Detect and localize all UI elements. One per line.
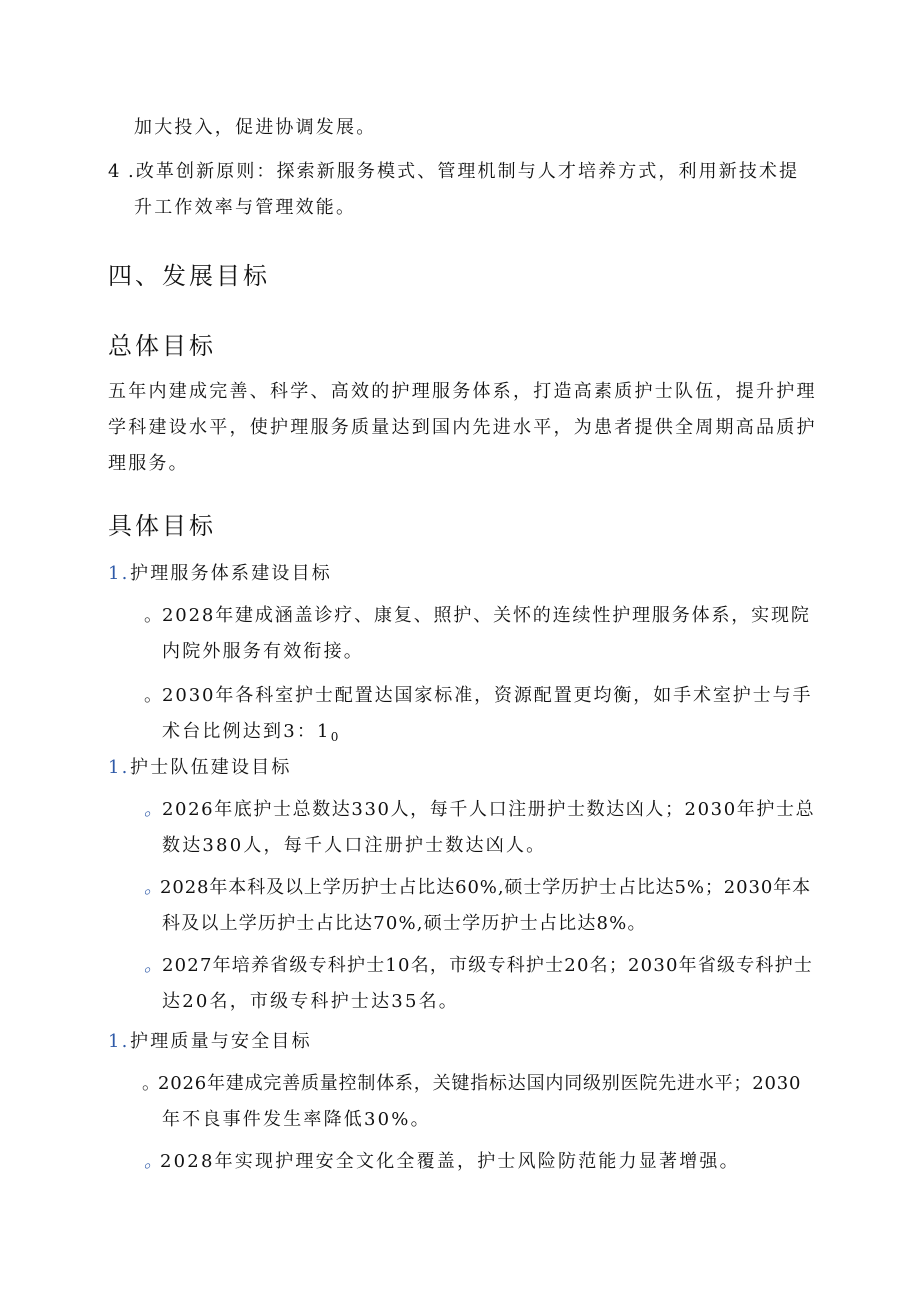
group-1-item-2-line2-text: 术台比例达到3：1 [162,721,331,742]
group-1-title: 护理服务体系建设目标 [130,563,332,584]
group-3-item-1-bullet: 。 [142,1073,163,1094]
group-2-item-2-line2: 科及以上学历护士占比达70%,硕士学历护士占比达8%。 [162,913,647,934]
specific-goals-heading: 具体目标 [108,512,216,540]
group-1-item-2-line1: 2030年各科室护士配置达国家标准，资源配置更均衡，如手术室护士与手 [162,685,813,706]
principle-4-number: 4 [108,161,122,182]
group-2-item-1-line2: 数达380人，每千人口注册护士数达凶人。 [162,835,547,856]
group-3-title: 护理质量与安全目标 [130,1031,312,1052]
principle-4-line1: .改革创新原则：探索新服务模式、管理机制与人才培养方式，利用新技术提 [128,161,800,182]
group-2-number: 1. [108,757,130,778]
group-2-item-3-bullet: 。 [144,955,165,976]
overall-goal-heading: 总体目标 [108,332,216,360]
section-heading: 四、发展目标 [108,262,270,290]
group-2-item-2-line1: 2028年本科及以上学历护士占比达60%,硕士学历护士占比达5%；2030年本 [160,877,811,898]
intro-line: 加大投入，促进协调发展。 [134,117,377,138]
overall-goal-line2: 学科建设水平，使护理服务质量达到国内先进水平，为患者提供全周期高品质护 [108,417,817,438]
group-2-item-3-line2: 达20名，市级专科护士达35名。 [162,991,460,1012]
group-1-item-1-bullet: 。 [144,605,165,626]
group-3-number: 1. [108,1031,130,1052]
group-3-item-1-line1: 2026年建成完善质量控制体系，关键指标达国内同级别医院先进水平；2030 [158,1073,802,1094]
group-1-item-2-line2 [162,720,338,749]
overall-goal-line1: 五年内建成完善、科学、高效的护理服务体系，打造高素质护士队伍，提升护理 [108,381,817,402]
group-3-item-1-line2: 年不良事件发生率降低30%。 [162,1109,431,1130]
group-3-item-2-line1: 2028年实现护理安全文化全覆盖，护士风险防范能力显著增强。 [160,1151,740,1172]
overall-goal-line3: 理服务。 [108,453,189,474]
group-1-item-2-bullet: 。 [144,685,165,706]
group-1-item-2-line2-sub: 0 [330,730,339,744]
group-1-number: 1. [108,563,130,584]
group-2-item-3-line1: 2027年培养省级专科护士10名，市级专科护士20名；2030年省级专科护士 [162,955,814,976]
group-2-item-1-bullet: 。 [144,799,165,820]
group-2-item-2-bullet: 。 [144,877,165,898]
group-1-item-1-line2: 内院外服务有效衔接。 [162,641,364,662]
group-2-title: 护士队伍建设目标 [130,757,292,778]
group-1-item-1-line1: 2028年建成涵盖诊疗、康复、照护、关怀的连续性护理服务体系，实现院 [162,605,811,626]
group-3-item-2-bullet: 。 [144,1151,165,1172]
principle-4-line2: 升工作效率与管理效能。 [134,197,357,218]
group-2-item-1-line1: 2026年底护士总数达330人，每千人口注册护士数达凶人；2030年护士总 [162,799,816,820]
